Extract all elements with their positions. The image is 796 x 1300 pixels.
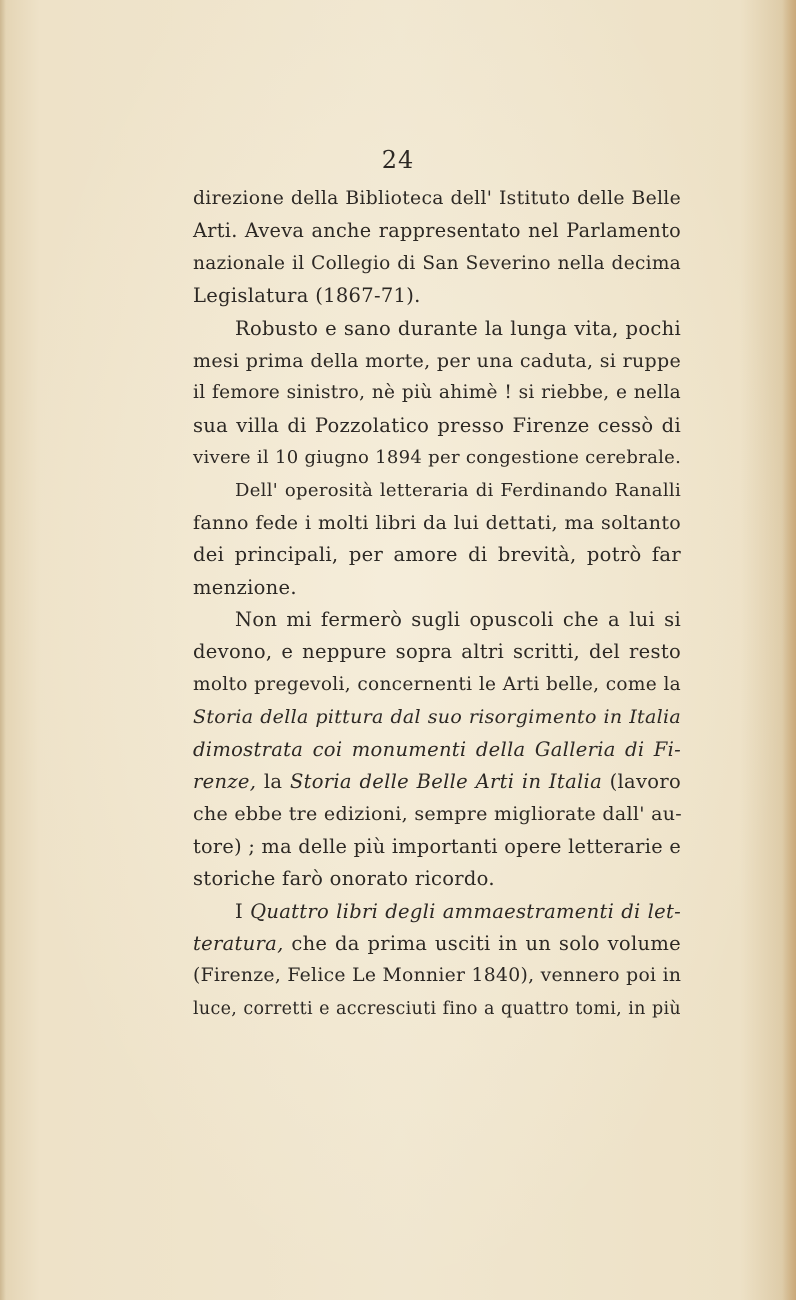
text-segment: Arti. Aveva anche rappresentato nel Parlamento [193, 219, 681, 243]
italic-title-text: dimostrata coi monumenti della Galleria di Fi- [193, 737, 681, 761]
text-line [193, 766, 681, 798]
text-line [193, 572, 681, 604]
text-line [193, 798, 681, 830]
text-line [193, 993, 681, 1025]
text-segment: mesi prima della morte, per una caduta, si ruppe [193, 349, 681, 372]
text-line [193, 507, 681, 539]
text-segment: Robusto e sano durante la lunga vita, pochi [235, 316, 681, 340]
text-line [193, 701, 681, 733]
page-number: 24 [381, 146, 415, 174]
italic-title-text: Quattro libri degli ammaestramenti di let- [250, 899, 681, 923]
italic-title-text: Storia della pittura dal suo risorgimento in Italia [193, 706, 681, 729]
text-line [193, 636, 681, 668]
text-segment: che ebbe tre edizioni, sempre migliorate dall' au- [193, 803, 683, 826]
paragraph-first-line [193, 604, 681, 636]
page-edge-left [0, 0, 6, 1300]
text-line [193, 410, 681, 442]
paragraph-first-line [193, 313, 681, 345]
text-segment: il femore sinistro, nè più ahimè ! si riebbe, e nella [193, 382, 681, 404]
text-line [193, 928, 681, 960]
text-segment: direzione della Biblioteca dell' Istituto delle Belle [193, 188, 681, 209]
text-segment: Legislatura (1867-71). [193, 284, 421, 308]
text-segment: fanno fede i molti libri da lui dettati, ma soltanto [193, 511, 681, 534]
text-segment: che da prima usciti in un solo volume [283, 931, 681, 955]
page-edge-right [782, 0, 796, 1300]
text-line [193, 215, 681, 247]
text-segment: dei principali, per amore di brevità, potrò far [193, 543, 681, 567]
body-text [193, 183, 681, 1025]
paragraph-first-line [193, 475, 681, 507]
text-line [193, 539, 681, 571]
text-segment: sua villa di Pozzolatico presso Firenze cessò di [193, 413, 681, 437]
paragraph-first-line [193, 896, 681, 928]
text-line [193, 183, 681, 215]
text-line [193, 960, 681, 992]
text-segment: molto pregevoli, concernenti le Arti belle, come la [193, 673, 681, 695]
text-line [193, 734, 681, 766]
text-line [193, 442, 681, 474]
text-segment: tore) ; ma delle più importanti opere letterarie e [193, 834, 682, 858]
text-segment: devono, e neppure sopra altri scritti, del resto [193, 640, 681, 664]
text-segment: la [263, 770, 290, 794]
text-segment: (Firenze, Felice Le Monnier 1840), vennero poi in [193, 965, 682, 987]
text-line [193, 669, 681, 701]
text-segment: I [235, 899, 251, 923]
text-segment: luce, corretti e accresciuti fino a quattro tomi, in più [193, 998, 681, 1019]
text-segment: menzione. [193, 575, 297, 599]
text-line [193, 831, 681, 863]
text-segment: Dell' operosità letteraria di Ferdinando Ranalli [235, 479, 681, 501]
italic-title-text: renze, [193, 770, 264, 794]
text-line [193, 863, 681, 895]
text-segment: (lavoro [602, 770, 682, 794]
text-segment: storiche farò onorato ricordo. [193, 867, 495, 891]
text-segment: Non mi fermerò sugli opuscoli che a lui si [235, 608, 681, 632]
text-line [193, 248, 681, 280]
italic-title-text: teratura, [193, 931, 284, 955]
text-segment: vivere il 10 giugno 1894 per congestione cerebrale. [193, 447, 682, 469]
text-segment: nazionale il Collegio di San Severino nella decima [193, 252, 681, 274]
text-line [193, 345, 681, 377]
italic-title-text: Storia delle Belle Arti in Italia [289, 770, 602, 794]
text-line [193, 377, 681, 409]
text-line [193, 280, 681, 312]
